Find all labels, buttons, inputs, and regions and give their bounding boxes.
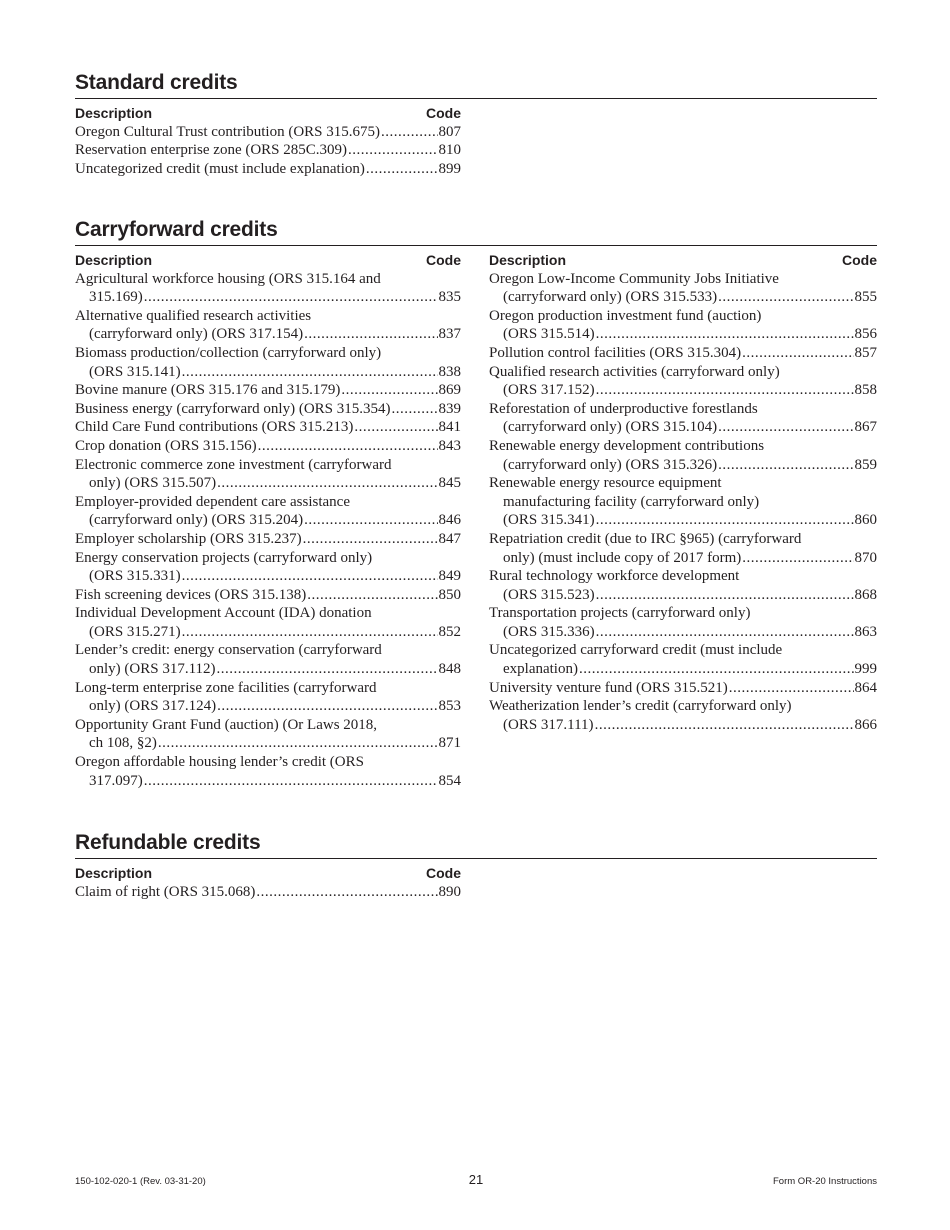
credit-entry [75, 418, 461, 437]
credit-line [75, 716, 461, 735]
credit-description: Renewable energy resource equipment [489, 475, 722, 492]
credit-line [489, 586, 877, 605]
credit-line [75, 325, 461, 344]
credit-entry [75, 641, 461, 678]
credit-entry [489, 567, 877, 604]
credit-line [489, 697, 877, 716]
dot-leader [341, 381, 437, 400]
credit-line [75, 418, 461, 437]
credit-line [489, 679, 877, 698]
carryforward-right-table [489, 251, 877, 734]
credit-description: Transportation projects (carryforward only) [489, 605, 751, 622]
credit-line [75, 641, 461, 660]
credit-code: 852 [438, 623, 461, 640]
credit-entry [75, 604, 461, 641]
credit-line [489, 530, 877, 549]
credit-line [489, 716, 877, 735]
credit-entry [75, 586, 461, 605]
credit-line [75, 549, 461, 568]
credit-code: 899 [438, 160, 461, 177]
credit-list [75, 883, 461, 902]
credit-description: Child Care Fund contributions (ORS 315.213) [75, 419, 354, 436]
credit-line [75, 604, 461, 623]
credit-line [489, 511, 877, 530]
dot-leader [256, 883, 437, 902]
dot-leader [158, 734, 438, 753]
credit-entry [75, 456, 461, 493]
credit-entry [75, 437, 461, 456]
dot-leader [392, 400, 438, 419]
credit-line [489, 418, 877, 437]
credit-line [489, 325, 877, 344]
credit-code: 837 [438, 326, 461, 343]
carryforward-credits-title: Carryforward credits [75, 217, 877, 246]
credit-list [489, 270, 877, 735]
credit-line [75, 456, 461, 475]
dot-leader [718, 288, 853, 307]
credit-line [489, 307, 877, 326]
table-header [75, 104, 461, 123]
dot-leader [596, 623, 854, 642]
credit-line [75, 660, 461, 679]
credit-description: (ORS 315.331) [89, 568, 181, 585]
credit-list [75, 270, 461, 791]
credit-description: Reforestation of underproductive forestlands [489, 400, 758, 417]
credit-line [489, 474, 877, 493]
dot-leader [354, 418, 437, 437]
refundable-credits-table [75, 864, 461, 901]
credit-code: 871 [438, 735, 461, 752]
credit-description: (ORS 315.336) [503, 623, 595, 640]
credit-entry [489, 307, 877, 344]
credit-description: Bovine manure (ORS 315.176 and 315.179) [75, 382, 341, 399]
credit-description: (ORS 315.271) [89, 623, 181, 640]
credit-line [489, 604, 877, 623]
credit-line [75, 160, 461, 179]
credit-entry [489, 270, 877, 307]
credit-entry [489, 604, 877, 641]
credit-description: Alternative qualified research activities [75, 307, 312, 324]
credit-line [489, 344, 877, 363]
credit-code: 847 [438, 530, 461, 547]
credit-line [75, 697, 461, 716]
credit-description: Agricultural workforce housing (ORS 315.164 and [75, 270, 381, 287]
credit-description: 317.097) [89, 772, 143, 789]
credit-description: Renewable energy development contributions [489, 437, 765, 454]
credit-line [75, 883, 461, 902]
credit-description: 315.169) [89, 289, 143, 306]
dot-leader [595, 716, 854, 735]
credit-line [75, 400, 461, 419]
credit-line [489, 567, 877, 586]
credit-entry [75, 753, 461, 790]
credit-code: 854 [438, 772, 461, 789]
credit-description: (ORS 315.141) [89, 363, 181, 380]
credit-code: 850 [438, 586, 461, 603]
credit-description: Individual Development Account (IDA) donation [75, 605, 372, 622]
credit-line [489, 641, 877, 660]
credit-entry [489, 437, 877, 474]
credit-line [489, 549, 877, 568]
description-header: Description [75, 865, 153, 881]
code-header: Code [426, 105, 461, 121]
code-header: Code [426, 865, 461, 881]
credit-line [75, 474, 461, 493]
credit-entry [489, 363, 877, 400]
code-header: Code [842, 252, 877, 268]
dot-leader [381, 123, 437, 142]
credit-code: 838 [438, 363, 461, 380]
credit-description: Fish screening devices (ORS 315.138) [75, 586, 307, 603]
credit-code: 856 [854, 326, 877, 343]
credit-line [489, 400, 877, 419]
dot-leader [348, 141, 437, 160]
credit-entry [75, 270, 461, 307]
dot-leader [307, 586, 437, 605]
dot-leader [217, 660, 438, 679]
dot-leader [217, 474, 437, 493]
credit-code: 867 [854, 419, 877, 436]
credit-description: manufacturing facility (carryforward only) [503, 493, 760, 510]
credit-description: (carryforward only) (ORS 315.204) [89, 512, 304, 529]
credit-entry [75, 716, 461, 753]
credit-code: 848 [438, 661, 461, 678]
credit-entry [75, 123, 461, 142]
credit-code: 868 [854, 586, 877, 603]
credit-code: 835 [438, 289, 461, 306]
credit-description: Opportunity Grant Fund (auction) (Or Laws 2018, [75, 716, 378, 733]
credit-description: ch 108, §2) [89, 735, 157, 752]
description-header: Description [489, 252, 567, 268]
page-number: 21 [468, 1172, 484, 1187]
credit-description: (carryforward only) (ORS 315.104) [503, 419, 718, 436]
credit-description: only) (must include copy of 2017 form) [503, 549, 742, 566]
description-header: Description [75, 105, 153, 121]
credit-code: 999 [854, 661, 877, 678]
credit-description: Oregon Low-Income Community Jobs Initiative [489, 270, 779, 287]
credit-list [75, 123, 461, 179]
credit-entry [489, 697, 877, 734]
credit-line [489, 660, 877, 679]
credit-description: Oregon affordable housing lender’s credit (ORS [75, 754, 364, 771]
table-header [75, 864, 461, 883]
credit-entry [75, 160, 461, 179]
credit-line [489, 493, 877, 512]
page-footer [75, 1174, 877, 1188]
dot-leader [718, 418, 853, 437]
credit-line [75, 623, 461, 642]
credit-description: (carryforward only) (ORS 317.154) [89, 326, 304, 343]
credit-description: (ORS 315.341) [503, 512, 595, 529]
credit-description: (ORS 317.111) [503, 716, 594, 733]
credit-description: Qualified research activities (carryforward only) [489, 363, 780, 380]
credit-entry [75, 141, 461, 160]
credit-code: 810 [438, 142, 461, 159]
dot-leader [596, 325, 854, 344]
credit-code: 864 [854, 679, 877, 696]
credit-entry [489, 530, 877, 567]
credit-code: 859 [854, 456, 877, 473]
credit-description: only) (ORS 317.124) [89, 698, 217, 715]
credit-code: 866 [854, 716, 877, 733]
standard-credits-title: Standard credits [75, 70, 877, 99]
dot-leader [144, 288, 438, 307]
credit-line [489, 363, 877, 382]
credit-code: 807 [438, 123, 461, 140]
credit-description: Claim of right (ORS 315.068) [75, 883, 256, 900]
credit-entry [489, 679, 877, 698]
credit-line [75, 288, 461, 307]
credit-entry [75, 679, 461, 716]
credit-description: Pollution control facilities (ORS 315.304) [489, 344, 742, 361]
credit-description: Energy conservation projects (carryforward only) [75, 549, 373, 566]
credit-line [75, 381, 461, 400]
form-number: 150-102-020-1 (Rev. 03-31-20) [75, 1176, 206, 1187]
credit-description: explanation) [503, 661, 578, 678]
credit-code: 843 [438, 437, 461, 454]
credit-line [75, 772, 461, 791]
dot-leader [258, 437, 438, 456]
credit-line [75, 141, 461, 160]
credit-entry [489, 641, 877, 678]
credit-description: Long-term enterprise zone facilities (carryforward [75, 679, 377, 696]
credit-line [489, 381, 877, 400]
credit-description: Repatriation credit (due to IRC §965) (carryforward [489, 530, 802, 547]
dot-leader [182, 567, 438, 586]
credit-description: Oregon Cultural Trust contribution (ORS 315.675) [75, 123, 381, 140]
credit-code: 855 [854, 289, 877, 306]
credit-entry [75, 307, 461, 344]
dot-leader [303, 530, 438, 549]
credit-code: 845 [438, 475, 461, 492]
credit-description: Electronic commerce zone investment (carryforward [75, 456, 392, 473]
credit-entry [489, 400, 877, 437]
credit-description: Crop donation (ORS 315.156) [75, 437, 257, 454]
dot-leader [304, 325, 437, 344]
description-header: Description [75, 252, 153, 268]
credit-code: 858 [854, 382, 877, 399]
credit-description: (carryforward only) (ORS 315.326) [503, 456, 718, 473]
credit-line [75, 753, 461, 772]
dot-leader [742, 344, 853, 363]
credit-code: 857 [854, 344, 877, 361]
credit-entry [75, 381, 461, 400]
standard-credits-table [75, 104, 461, 178]
carryforward-left-table [75, 251, 461, 790]
credit-description: Rural technology workforce development [489, 568, 740, 585]
credit-entry [75, 400, 461, 419]
credit-line [75, 270, 461, 289]
dot-leader [304, 511, 437, 530]
credit-code: 860 [854, 512, 877, 529]
credit-description: (ORS 315.523) [503, 586, 595, 603]
credit-description: University venture fund (ORS 315.521) [489, 679, 728, 696]
credit-entry [75, 549, 461, 586]
dot-leader [579, 660, 854, 679]
credit-code: 853 [438, 698, 461, 715]
credit-description: Weatherization lender’s credit (carryforward only) [489, 698, 792, 715]
credit-line [489, 623, 877, 642]
credit-description: (ORS 317.152) [503, 382, 595, 399]
form-name: Form OR-20 Instructions [773, 1176, 877, 1187]
credit-entry [75, 493, 461, 530]
credit-code: 841 [438, 419, 461, 436]
credit-description: (carryforward only) (ORS 315.533) [503, 289, 718, 306]
table-header [75, 251, 461, 270]
credit-code: 846 [438, 512, 461, 529]
credit-description: Business energy (carryforward only) (ORS 315.354) [75, 400, 391, 417]
refundable-credits-title: Refundable credits [75, 830, 877, 859]
credit-code: 869 [438, 382, 461, 399]
credit-code: 839 [438, 400, 461, 417]
credit-line [75, 344, 461, 363]
dot-leader [144, 772, 438, 791]
credit-code: 849 [438, 568, 461, 585]
credit-line [75, 307, 461, 326]
dot-leader [217, 697, 437, 716]
credit-description: Uncategorized carryforward credit (must include [489, 642, 783, 659]
credit-code: 890 [438, 883, 461, 900]
credit-description: only) (ORS 317.112) [89, 661, 216, 678]
credit-description: Employer-provided dependent care assistance [75, 493, 351, 510]
credit-line [489, 456, 877, 475]
credit-description: (ORS 315.514) [503, 326, 595, 343]
credit-entry [75, 344, 461, 381]
credit-line [75, 530, 461, 549]
dot-leader [718, 456, 853, 475]
credit-code: 863 [854, 623, 877, 640]
credit-line [75, 363, 461, 382]
dot-leader [596, 381, 854, 400]
credit-entry [489, 344, 877, 363]
credit-description: Biomass production/collection (carryforward only) [75, 344, 382, 361]
credit-code: 870 [854, 549, 877, 566]
credit-entry [489, 474, 877, 530]
dot-leader [182, 363, 438, 382]
credit-description: Oregon production investment fund (auction) [489, 307, 762, 324]
credit-line [75, 511, 461, 530]
credit-line [75, 567, 461, 586]
credit-line [489, 288, 877, 307]
credit-line [489, 437, 877, 456]
credit-description: Uncategorized credit (must include explanation) [75, 160, 365, 177]
credit-line [75, 679, 461, 698]
credit-description: Reservation enterprise zone (ORS 285C.309) [75, 142, 348, 159]
dot-leader [596, 511, 854, 530]
credit-line [75, 437, 461, 456]
credit-line [75, 734, 461, 753]
credit-entry [75, 530, 461, 549]
credit-line [75, 586, 461, 605]
dot-leader [596, 586, 854, 605]
dot-leader [182, 623, 438, 642]
code-header: Code [426, 252, 461, 268]
credit-entry [75, 883, 461, 902]
credit-line [75, 123, 461, 142]
dot-leader [742, 549, 853, 568]
dot-leader [366, 160, 438, 179]
credit-description: only) (ORS 315.507) [89, 475, 217, 492]
credit-description: Employer scholarship (ORS 315.237) [75, 530, 302, 547]
credit-description: Lender’s credit: energy conservation (carryforward [75, 642, 382, 659]
table-header [489, 251, 877, 270]
dot-leader [729, 679, 854, 698]
credit-line [75, 493, 461, 512]
credit-line [489, 270, 877, 289]
